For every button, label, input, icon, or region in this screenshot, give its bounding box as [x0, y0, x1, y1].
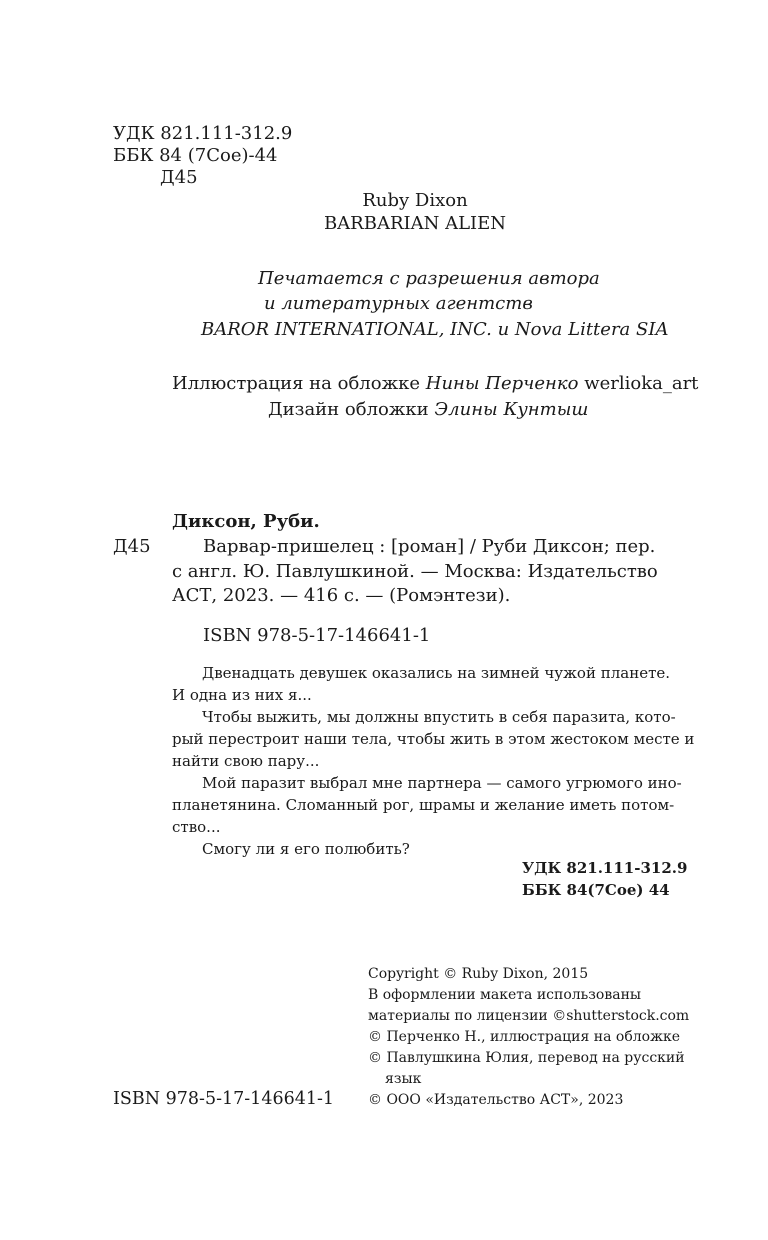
illustration-credit [172, 372, 698, 396]
bibliography-line-1: Варвар-пришелец : [роман] / Руби Диксон; пер. [203, 536, 656, 557]
illustration-credit-suffix: werlioka_art [578, 373, 699, 394]
index-udk: УДК 821.111-312.9 [522, 859, 688, 877]
original-title: BARBARIAN ALIEN [323, 213, 507, 234]
permission-line-1: Печатается с разрешения автора [258, 268, 600, 289]
bibliography-mark: Д45 [113, 536, 151, 557]
annotation-line: Двенадцать девушек оказались на зимней чужой планете. [202, 664, 671, 682]
copyright-line: Copyright © Ruby Dixon, 2015 [368, 966, 589, 982]
annotation-line: Смогу ли я его полюбить? [202, 840, 410, 858]
illustration-credit-prefix: Иллюстрация на обложке [172, 373, 426, 394]
original-author: Ruby Dixon [362, 190, 468, 211]
bbk-code: ББК 84 (7Сое)-44 [113, 145, 278, 166]
annotation-line: Чтобы выжить, мы должны впустить в себя паразита, кото- [202, 708, 676, 726]
illustrator-name: Нины Перченко [425, 373, 579, 394]
annotation-line: И одна из них я... [172, 686, 312, 704]
udk-code: УДК 821.111-312.9 [113, 123, 293, 144]
annotation-line: планетянина. Сломанный рог, шрамы и желание иметь потом- [172, 796, 675, 814]
design-credit [268, 398, 588, 422]
bibliography-author: Диксон, Руби. [172, 511, 320, 532]
permission-line-2: и литературных агентств [264, 293, 533, 314]
designer-name: Элины Кунтыш [434, 399, 589, 420]
index-bbk: ББК 84(7Сое) 44 [522, 881, 670, 899]
copyright-line: язык [385, 1071, 422, 1087]
author-mark: Д45 [160, 167, 198, 188]
annotation-line: ство... [172, 818, 221, 836]
annotation-line: рый перестроит наши тела, чтобы жить в этом жестоком месте и [172, 730, 695, 748]
annotation-line: Мой паразит выбрал мне партнера — самого угрюмого ино- [202, 774, 682, 792]
bibliography-isbn: ISBN 978-5-17-146641-1 [203, 625, 431, 646]
copyright-line: материалы по лицензии ©shutterstock.com [368, 1008, 690, 1024]
copyright-line: © ООО «Издательство АСТ», 2023 [368, 1092, 624, 1108]
copyright-line: © Перченко Н., иллюстрация на обложке [368, 1029, 681, 1045]
permission-line-3: BAROR INTERNATIONAL, INC. и Nova Littera SIA [201, 319, 669, 340]
bibliography-line-2: с англ. Ю. Павлушкиной. — Москва: Издательство [172, 561, 658, 582]
design-credit-prefix: Дизайн обложки [268, 399, 435, 420]
footer-isbn: ISBN 978-5-17-146641-1 [113, 1089, 335, 1109]
copyright-line: © Павлушкина Юлия, перевод на русский [368, 1050, 685, 1066]
copyright-line: В оформлении макета использованы [368, 987, 642, 1003]
annotation-line: найти свою пару... [172, 752, 320, 770]
bibliography-line-3: АСТ, 2023. — 416 с. — (Ромэнтези). [172, 585, 511, 606]
